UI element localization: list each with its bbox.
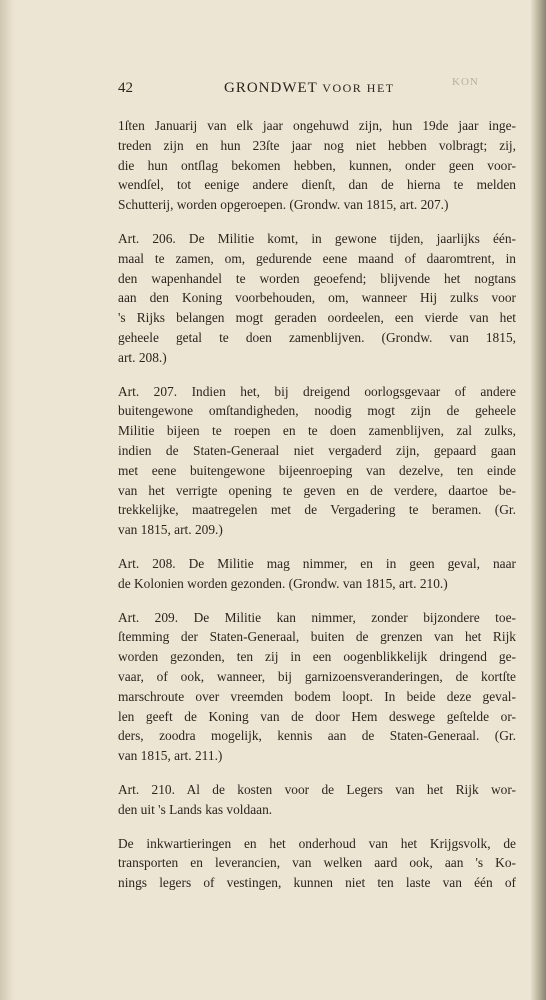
paragraph <box>118 382 516 540</box>
text-line: den uit 's Lands kas voldaan. <box>118 801 273 817</box>
paragraph <box>118 116 516 215</box>
paragraph-gap <box>118 540 516 554</box>
paragraph <box>118 834 516 893</box>
page-number: 42 <box>118 80 133 96</box>
paragraph-gap <box>118 594 516 608</box>
text-line: marschroute over vreemden bodem loopt. In beide deze geval- <box>118 688 516 704</box>
paragraph <box>118 780 516 820</box>
text-line: Art. 208. De Militie mag nimmer, en in geen geval, naar <box>118 555 516 571</box>
paragraph <box>118 229 516 368</box>
text-line: met eene buitengewone bijeenroeping van dezelve, ten einde <box>118 462 516 478</box>
text-line: treden zijn en hun 23ſte jaar nog niet hebben volbragt; zij, <box>118 137 516 153</box>
running-title-rest: VOOR HET <box>322 81 395 95</box>
text-line: die hun ontſlag bekomen hebben, kunnen, onder geen voor- <box>118 157 516 173</box>
text-line: Art. 210. Al de kosten voor de Legers van het Rijk wor- <box>118 781 516 797</box>
page-edge-shadow <box>530 0 546 1000</box>
text-line: trekkelijke, maatregelen met de Vergadering te beramen. (Gr. <box>118 502 516 518</box>
text-line: de Kolonien worden gezonden. (Grondw. van 1815, art. 210.) <box>118 575 448 591</box>
text-line: Art. 206. De Militie komt, in gewone tijden, jaarlijks één- <box>118 230 516 246</box>
paragraph <box>118 608 516 766</box>
running-title <box>224 80 395 97</box>
text-line: geheele getal te doen zamenblijven. (Grondw. van 1815, <box>118 329 516 345</box>
paragraph <box>118 554 516 594</box>
text-line: Art. 209. De Militie kan nimmer, zonder bijzondere toe- <box>118 609 516 625</box>
running-title-main: GRONDWET <box>224 80 318 96</box>
text-line: buitengewone omſtandigheden, noodig mogt zijn de geheele <box>118 403 516 419</box>
text-line: len geeft de Koning van de door Hem deswege geſtelde or- <box>118 708 516 724</box>
text-line: transporten en leverancien, van welken aard ook, aan 's Ko- <box>118 855 516 871</box>
running-header <box>118 80 518 102</box>
text-line: nings legers of vestingen, kunnen niet ten laste van één of <box>118 875 516 891</box>
text-line: aan den Koning voorbehouden, om, wanneer Hij zulks voor <box>118 290 516 306</box>
text-line: worden gezonden, ten zij in een oogenblikkelijk dringend ge- <box>118 649 516 665</box>
paragraph-gap <box>118 766 516 780</box>
text-line: indien de Staten-Generaal niet vergaderd zijn, gepaard gaan <box>118 442 516 458</box>
text-line: Militie bijeen te roepen en te doen zamenblijven, zal zulks, <box>118 423 516 439</box>
text-line: 1ſten Januarij van elk jaar ongehuwd zijn, hun 19de jaar inge- <box>118 118 516 133</box>
text-line: den wapenhandel te worden geoefend; blijvende het nogtans <box>118 270 516 286</box>
text-line: maal te zamen, om, gedurende eene maand of daaromtrent, in <box>118 250 516 266</box>
text-line: van 1815, art. 211.) <box>118 748 223 764</box>
paragraph-gap <box>118 215 516 229</box>
paragraph-gap <box>118 820 516 834</box>
text-line: art. 208.) <box>118 349 167 365</box>
text-line: van 1815, art. 209.) <box>118 522 223 538</box>
text-line: vaar, of ook, wanneer, bij garnizoensveranderingen, de kortſte <box>118 668 516 684</box>
binding-gutter <box>0 0 14 1000</box>
text-line: van het verrigte opening te geven en de verdere, daartoe be- <box>118 482 516 498</box>
text-line: Schutterij, worden opgeroepen. (Grondw. van 1815, art. 207.) <box>118 197 449 213</box>
text-line: wendſel, tot eenige andere dienſt, dan de hierna te melden <box>118 177 516 193</box>
text-line: ſtemming der Staten-Generaal, buiten de grenzen van het Rijk <box>118 629 516 645</box>
paragraph-gap <box>118 368 516 382</box>
text-line: 's Rijks belangen mogt geraden oordeelen, een vierde van het <box>118 310 516 326</box>
page-body-text <box>118 116 516 893</box>
bleed-through-text: KON <box>452 76 479 88</box>
text-line: De inkwartieringen en het onderhoud van het Krijgsvolk, de <box>118 835 516 851</box>
text-line: ders, zoodra mogelijk, kennis aan de Staten-Generaal. (Gr. <box>118 728 516 744</box>
text-line: Art. 207. Indien het, bij dreigend oorlogsgevaar of andere <box>118 383 516 399</box>
